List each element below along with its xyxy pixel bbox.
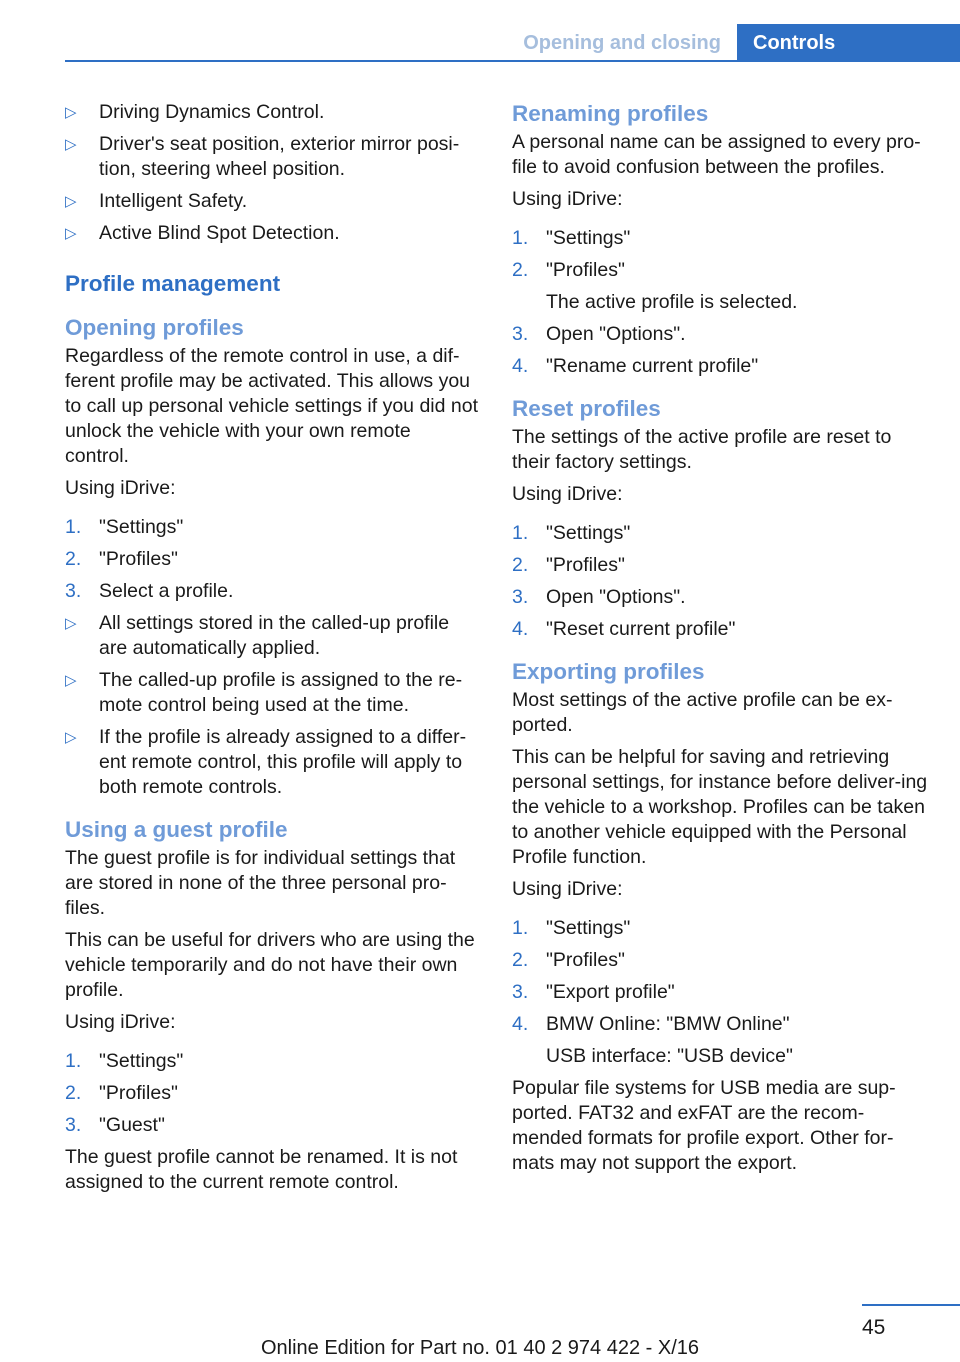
steps-list bbox=[512, 916, 932, 1069]
step-number: 2. bbox=[512, 259, 529, 281]
step-number: 3. bbox=[65, 1114, 82, 1136]
step-number: 3. bbox=[65, 580, 82, 602]
list-item: 4. BMW Online: "BMW Online" USB interface: "USB device" bbox=[512, 1012, 932, 1069]
step-number: 2. bbox=[512, 554, 529, 576]
paragraph-using-idrive: Using iDrive: bbox=[65, 1011, 176, 1033]
page-number-rule bbox=[862, 1304, 960, 1306]
subheading-exporting-profiles: Exporting profiles bbox=[512, 659, 705, 684]
list-item: 4. "Reset current profile" bbox=[512, 618, 736, 640]
paragraph: This can be useful for drivers who are using the vehicle temporarily and do not have their own profile. bbox=[65, 929, 475, 1001]
list-item: 2. "Profiles" The active profile is selected. bbox=[512, 258, 932, 315]
step-number: 1. bbox=[512, 917, 529, 939]
left-column bbox=[65, 100, 480, 1202]
list-item: 4. "Rename current profile" bbox=[512, 355, 759, 377]
paragraph: A personal name can be assigned to every pro-file to avoid confusion between the profiles. bbox=[512, 131, 921, 178]
bullet-triangle-icon: ▷ bbox=[65, 672, 77, 689]
list-item: 2. "Profiles" bbox=[512, 949, 625, 971]
list-item: 3. Open "Options". bbox=[512, 586, 686, 608]
section-heading-profile-management: Profile management bbox=[65, 271, 281, 296]
step-number: 2. bbox=[65, 1082, 82, 1104]
paragraph-using-idrive: Using iDrive: bbox=[65, 477, 176, 499]
step-number: 2. bbox=[65, 548, 82, 570]
bullet-triangle-icon: ▷ bbox=[65, 729, 77, 746]
step-number: 4. bbox=[512, 618, 529, 640]
step-number: 1. bbox=[512, 227, 529, 249]
list-item: 1. "Settings" bbox=[512, 917, 631, 939]
header-rule bbox=[65, 60, 737, 62]
subheading-guest-profile: Using a guest profile bbox=[65, 817, 288, 842]
step-number: 1. bbox=[65, 1050, 82, 1072]
paragraph-using-idrive: Using iDrive: bbox=[512, 483, 623, 505]
edition-footer: Online Edition for Part no. 01 40 2 974 422 - X/16 bbox=[260, 1337, 700, 1359]
list-item: ▷ Driver's seat position, exterior mirror posi-tion, steering wheel position. bbox=[65, 133, 460, 180]
header-section-title: Opening and closing bbox=[523, 32, 721, 54]
paragraph: This can be helpful for saving and retrieving personal settings, for instance before deliver-ing the vehicle to a workshop. Profiles can be taken to another vehicle equipped with the Personal Profile function. bbox=[512, 746, 928, 868]
paragraph-using-idrive: Using iDrive: bbox=[512, 878, 623, 900]
paragraph: Regardless of the remote control in use, a dif-ferent profile may be activated. This allows you to call up personal vehicle settings if you did not unlock the vehicle with your own remote control. bbox=[65, 345, 478, 467]
step-note: USB interface: "USB device" bbox=[546, 1045, 793, 1067]
list-item: 3. "Export profile" bbox=[512, 981, 675, 1003]
list-item: 3. Open "Options". bbox=[512, 323, 686, 345]
step-note: The active profile is selected. bbox=[546, 291, 798, 313]
list-item: 1. "Settings" bbox=[65, 1050, 184, 1072]
list-item: 2. "Profiles" bbox=[65, 1082, 178, 1104]
steps-list bbox=[512, 521, 932, 642]
list-item: ▷ If the profile is already assigned to a differ-ent remote control, this profile will apply to both remote controls. bbox=[65, 726, 467, 798]
list-item: ▷ The called-up profile is assigned to the re-mote control being used at the time. bbox=[65, 669, 463, 716]
paragraph: The settings of the active profile are reset to their factory settings. bbox=[512, 426, 892, 473]
step-number: 1. bbox=[512, 522, 529, 544]
step-number: 3. bbox=[512, 586, 529, 608]
step-number: 3. bbox=[512, 323, 529, 345]
list-item: 3. Select a profile. bbox=[65, 580, 234, 602]
list-item: ▷ All settings stored in the called-up profile are automatically applied. bbox=[65, 612, 450, 659]
list-item: 1. "Settings" bbox=[512, 227, 631, 249]
feature-bullet-list bbox=[65, 100, 480, 246]
list-item: ▷ Active Blind Spot Detection. bbox=[65, 222, 340, 244]
paragraph: The guest profile cannot be renamed. It is not assigned to the current remote control. bbox=[65, 1146, 458, 1193]
subheading-reset-profiles: Reset profiles bbox=[512, 396, 661, 421]
steps-list bbox=[512, 226, 932, 379]
list-item: 1. "Settings" bbox=[65, 516, 184, 538]
page-number: 45 bbox=[862, 1316, 886, 1339]
step-number: 2. bbox=[512, 949, 529, 971]
header-chapter-tab: Controls bbox=[737, 24, 960, 62]
notes-bullet-list bbox=[65, 611, 480, 800]
paragraph: Popular file systems for USB media are sup-ported. FAT32 and exFAT are the recom-mended formats for profile export. Other for-mats may not support the export. bbox=[512, 1077, 896, 1174]
list-item: 2. "Profiles" bbox=[512, 554, 625, 576]
paragraph: Most settings of the active profile can be ex-ported. bbox=[512, 689, 893, 736]
paragraph-using-idrive: Using iDrive: bbox=[512, 188, 623, 210]
list-item: ▷ Driving Dynamics Control. bbox=[65, 101, 325, 123]
step-number: 4. bbox=[512, 355, 529, 377]
steps-list bbox=[65, 515, 480, 604]
bullet-triangle-icon: ▷ bbox=[65, 136, 77, 153]
step-number: 4. bbox=[512, 1013, 529, 1035]
list-item: 3. "Guest" bbox=[65, 1114, 165, 1136]
subheading-renaming-profiles: Renaming profiles bbox=[512, 101, 709, 126]
subheading-opening-profiles: Opening profiles bbox=[65, 315, 244, 340]
list-item: 1. "Settings" bbox=[512, 522, 631, 544]
step-number: 3. bbox=[512, 981, 529, 1003]
step-number: 1. bbox=[65, 516, 82, 538]
bullet-triangle-icon: ▷ bbox=[65, 615, 77, 632]
bullet-triangle-icon: ▷ bbox=[65, 225, 77, 242]
steps-list bbox=[65, 1049, 480, 1138]
page-header bbox=[0, 0, 960, 62]
bullet-triangle-icon: ▷ bbox=[65, 104, 77, 121]
list-item: ▷ Intelligent Safety. bbox=[65, 190, 248, 212]
paragraph: The guest profile is for individual settings that are stored in none of the three personal pro-files. bbox=[65, 847, 456, 919]
right-column bbox=[512, 100, 932, 1183]
list-item: 2. "Profiles" bbox=[65, 548, 178, 570]
bullet-triangle-icon: ▷ bbox=[65, 193, 77, 210]
